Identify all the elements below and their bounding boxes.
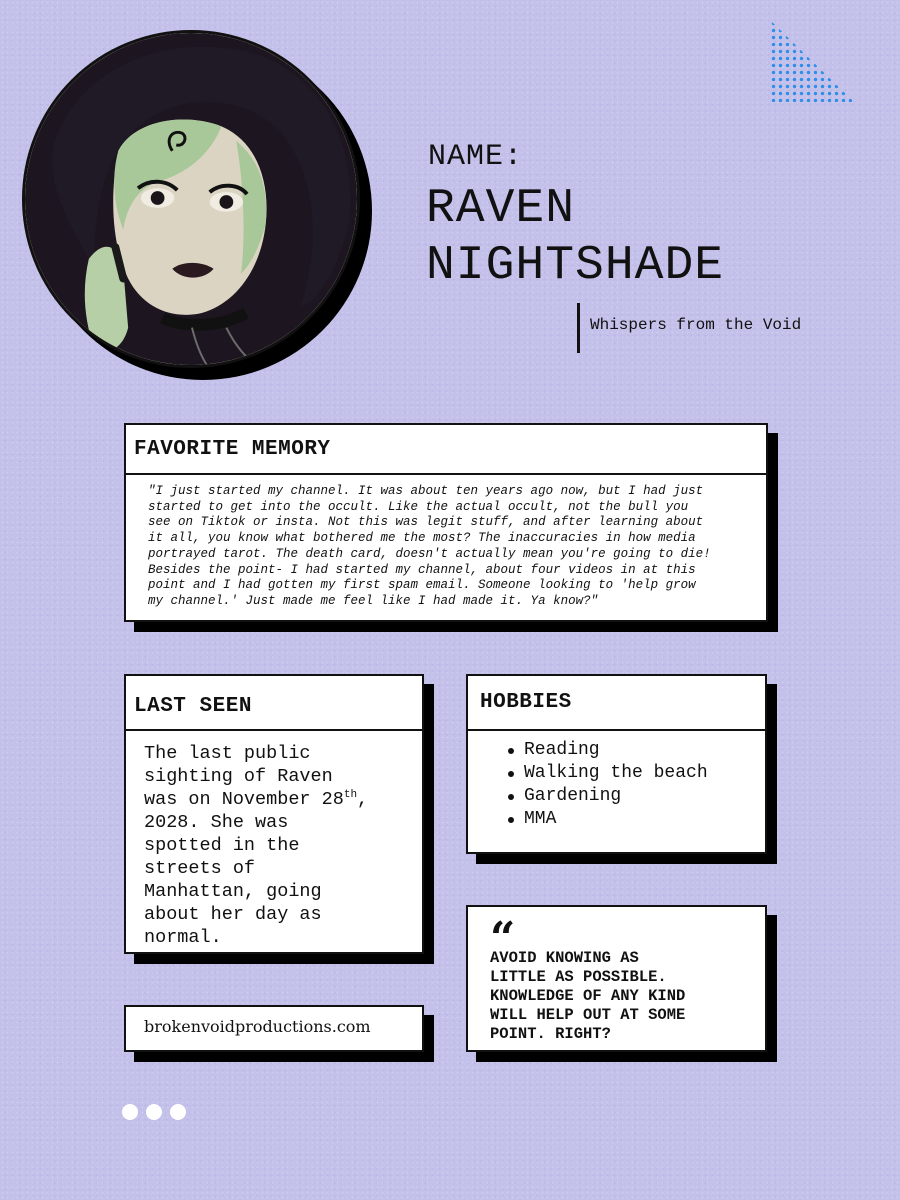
pager-dot: [146, 1104, 162, 1120]
avatar: [22, 30, 360, 368]
tagline: Whispers from the Void: [590, 316, 802, 334]
quote-text: [490, 949, 753, 1044]
last-seen-line: streets of: [144, 858, 256, 879]
memory-line: Besides the point- I had started my channel, about four videos in at this: [148, 562, 696, 577]
pager-dot: [170, 1104, 186, 1120]
memory-line: my channel.' Just made me feel like I had made it. Ya know?": [148, 593, 599, 608]
list-item: MMA: [508, 808, 765, 831]
portrait-illustration: [25, 33, 357, 365]
quote-card: [466, 905, 767, 1052]
memory-line: it all, you know what bothered me the most? The inaccuracies in how media: [148, 531, 696, 546]
website-card: [124, 1005, 424, 1052]
last-seen-line: spotted in the: [144, 835, 300, 856]
quote-line: AVOID KNOWING AS: [490, 949, 639, 967]
last-seen-line: about her day as: [144, 904, 322, 925]
last-seen-line: 2028. She was: [144, 812, 289, 833]
hobbies-list: [468, 731, 765, 831]
last-seen-line: Manhattan, going: [144, 881, 322, 902]
quote-icon: “: [490, 913, 516, 964]
favorite-memory-card: [124, 423, 768, 622]
memory-line: portrayed tarot. The death card, doesn't actually mean you're going to die!: [148, 546, 711, 561]
memory-line: see on Tiktok or insta. Not this was legit stuff, and after learning about: [148, 515, 704, 530]
last-seen-line: sighting of Raven: [144, 766, 333, 787]
quote-line: KNOWLEDGE OF ANY KIND: [490, 987, 686, 1005]
first-name: RAVEN: [426, 182, 576, 236]
last-seen-title: LAST SEEN: [126, 676, 422, 731]
name-label: NAME:: [428, 140, 524, 174]
favorite-memory-title: FAVORITE MEMORY: [126, 425, 766, 475]
quote-line: POINT. RIGHT?: [490, 1025, 611, 1043]
hobbies-title: HOBBIES: [468, 676, 765, 731]
list-item: Gardening: [508, 785, 765, 808]
date-comma: ,: [357, 789, 369, 810]
list-item: Walking the beach: [508, 762, 765, 785]
quote-line: WILL HELP OUT AT SOME: [490, 1006, 686, 1024]
hobbies-card: [466, 674, 767, 854]
website-url[interactable]: brokenvoidproductions.com: [144, 1017, 371, 1036]
last-seen-line: The last public: [144, 743, 311, 764]
memory-line: "I just started my channel. It was about ten years ago now, but I had just: [148, 484, 704, 498]
memory-line: point and I had gotten my first spam email. Someone looking to 'help grow: [148, 578, 696, 593]
favorite-memory-text: [126, 475, 766, 610]
pager-dots-icon: [122, 1104, 186, 1120]
list-item: Reading: [508, 739, 765, 762]
last-seen-card: [124, 674, 424, 954]
last-seen-date: was on November 28: [144, 789, 344, 810]
last-seen-line: [144, 788, 412, 811]
dotted-triangle-icon: [770, 20, 854, 102]
last-seen-line: normal.: [144, 927, 222, 948]
last-name: NIGHTSHADE: [426, 239, 725, 293]
last-seen-text: [126, 731, 422, 949]
tagline-divider: [577, 303, 580, 353]
pager-dot: [122, 1104, 138, 1120]
memory-line: started to get into the occult. Like the actual occult, not the bull you: [148, 499, 689, 514]
date-suffix: th: [343, 789, 358, 801]
quote-line: LITTLE AS POSSIBLE.: [490, 968, 667, 986]
